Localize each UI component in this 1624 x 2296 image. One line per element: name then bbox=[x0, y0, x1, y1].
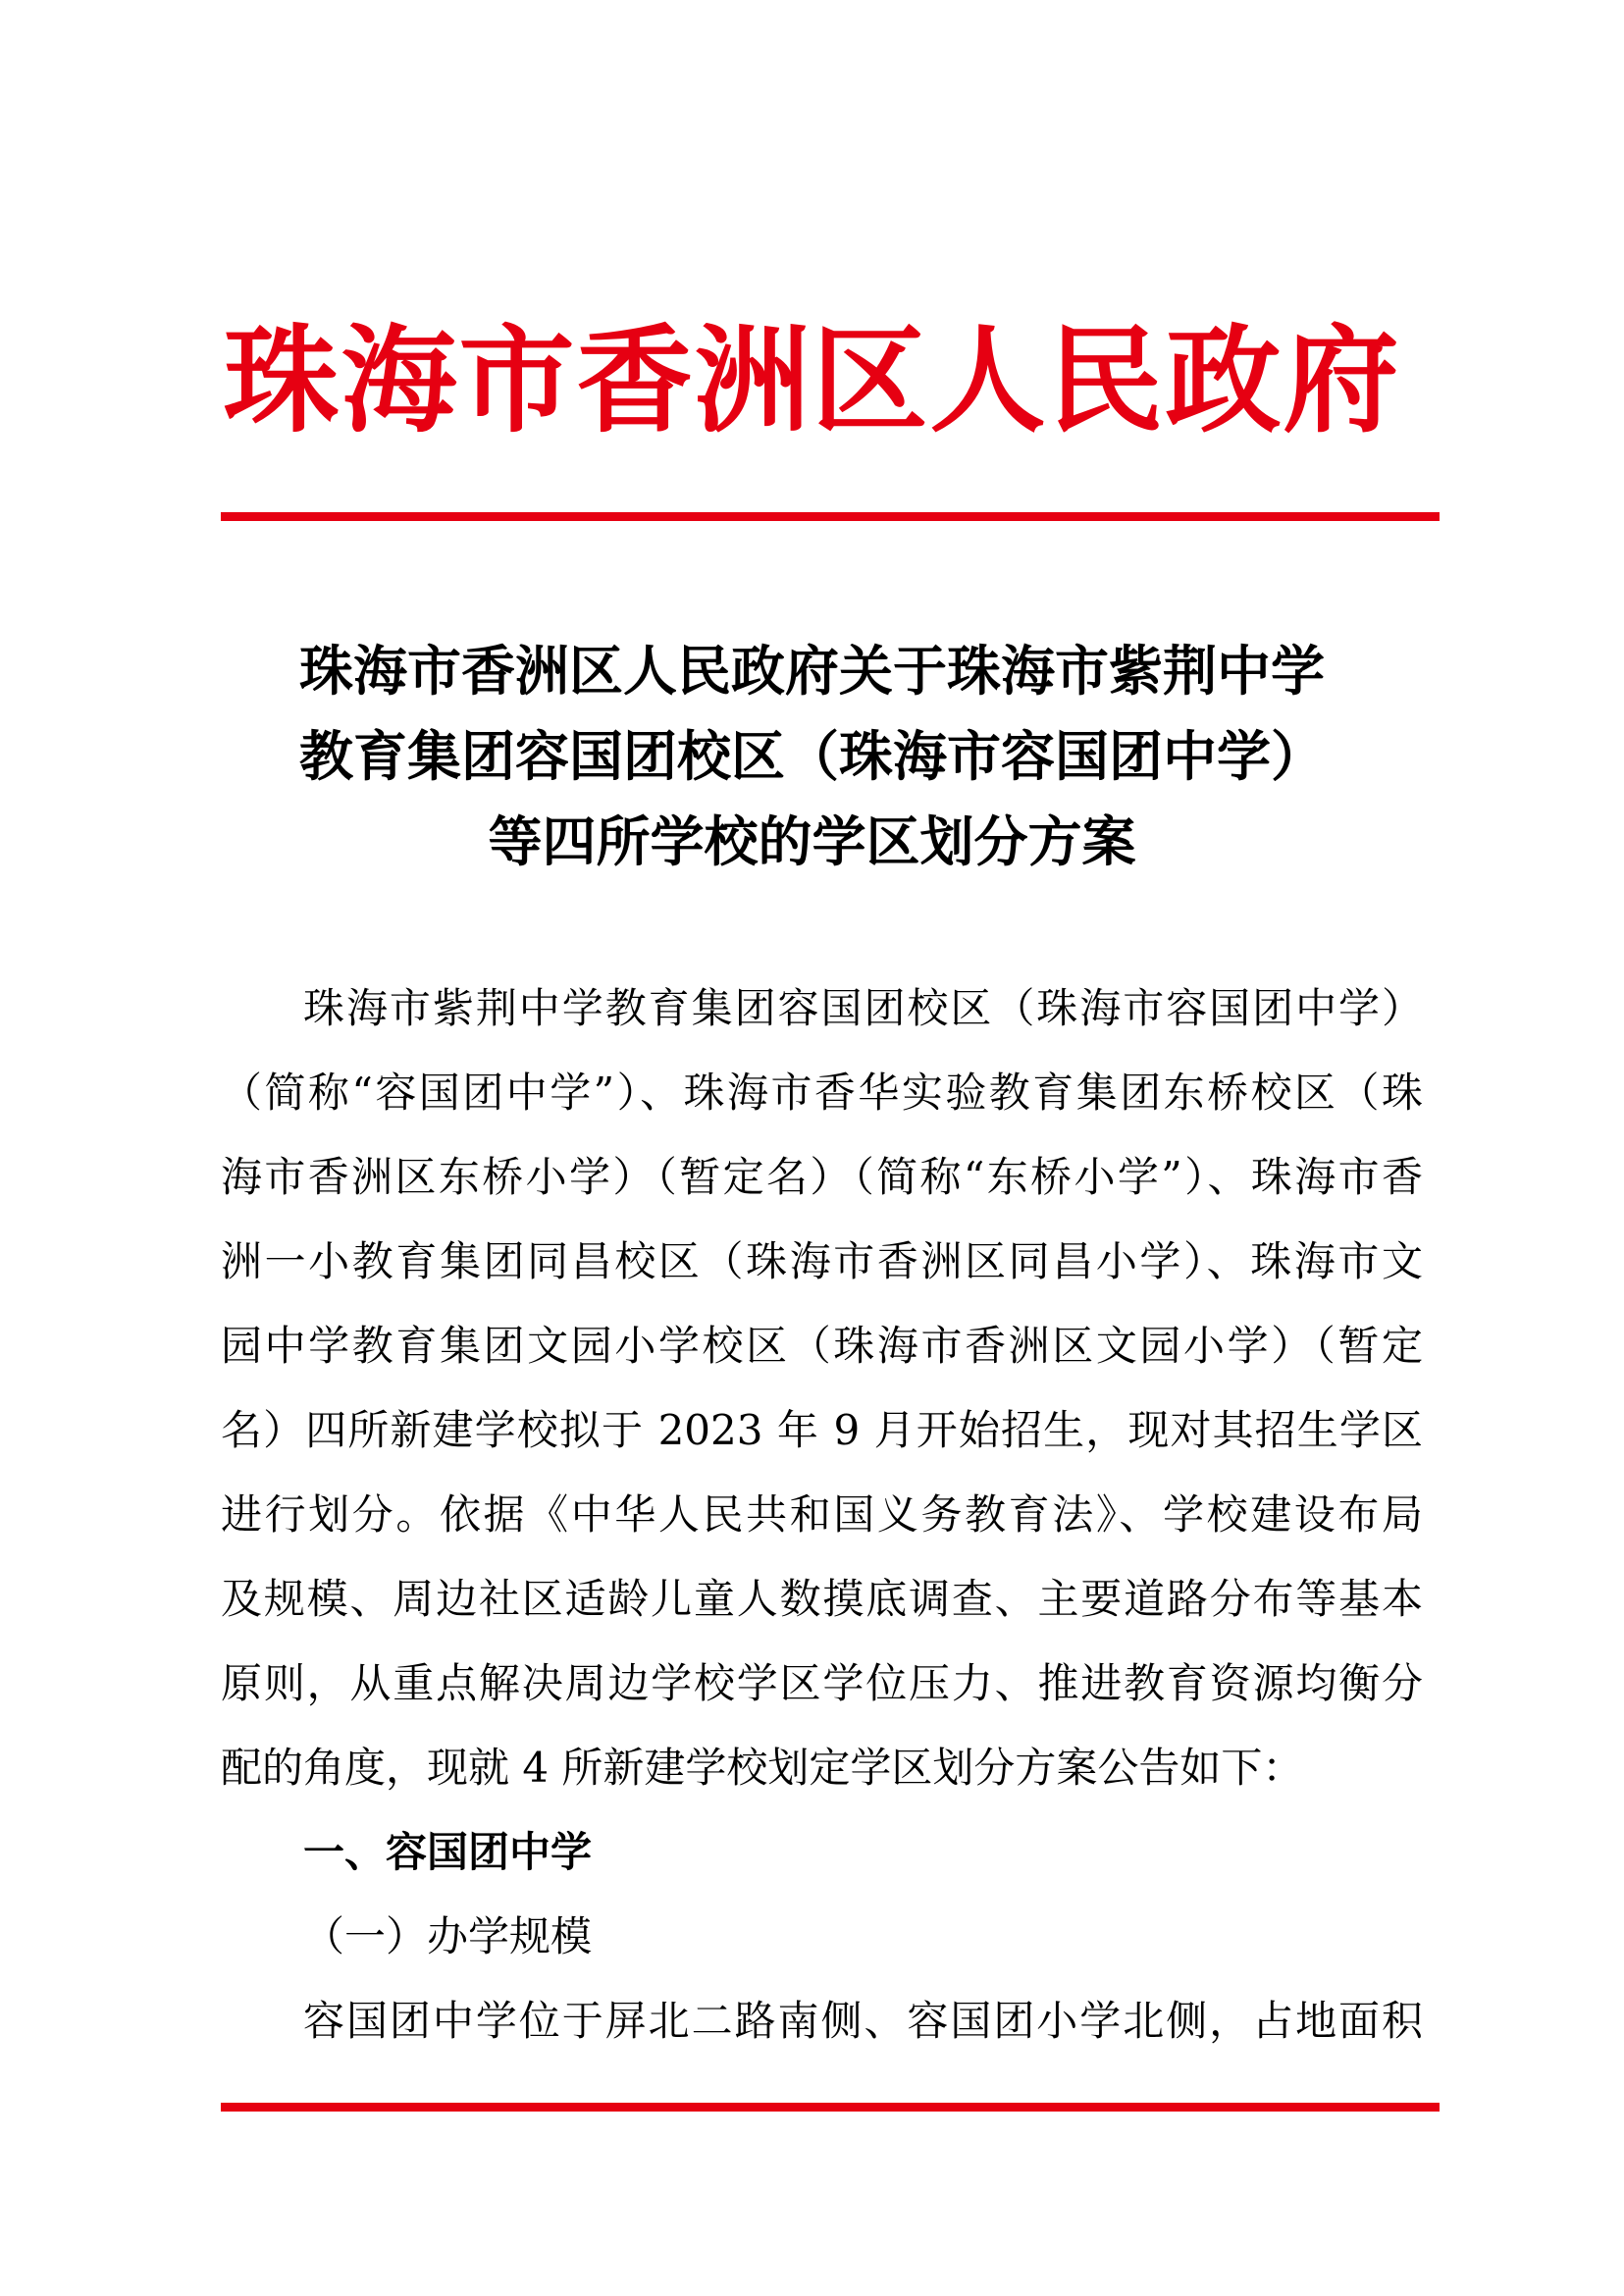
body-line: 配的角度，现就 4 所新建学校划定学区划分方案公告如下： bbox=[221, 1744, 1304, 1792]
body-line: 进行划分。依据《中华人民共和国义务教育法》、学校建设布局 bbox=[221, 1490, 1423, 1539]
document-body bbox=[221, 966, 1423, 2063]
document-title bbox=[196, 628, 1428, 884]
body-line: 原则，从重点解决周边学校学区学位压力、推进教育资源均衡分 bbox=[221, 1659, 1423, 1707]
body-line: 珠海市紫荆中学教育集团容国团校区（珠海市容国团中学） bbox=[303, 984, 1423, 1032]
red-divider-top bbox=[221, 512, 1440, 521]
body-line: 名）四所新建学校拟于 2023 年 9 月开始招生，现对其招生学区 bbox=[221, 1406, 1423, 1454]
subsection-heading: （一）办学规模 bbox=[303, 1912, 593, 1960]
title-line: 教育集团容国团校区（珠海市容国团中学） bbox=[298, 724, 1325, 788]
body-line: 容国团中学位于屏北二路南侧、容国团小学北侧，占地面积 bbox=[303, 1997, 1423, 2045]
issuer-header: 珠海市香洲区人民政府 bbox=[223, 312, 1401, 448]
body-line: 园中学教育集团文园小学校区（珠海市香洲区文园小学）（暂定 bbox=[221, 1322, 1423, 1370]
body-line: 海市香洲区东桥小学）（暂定名）（简称“东桥小学”）、珠海市香 bbox=[221, 1153, 1423, 1201]
body-line: 及规模、周边社区适龄儿童人数摸底调查、主要道路分布等基本 bbox=[221, 1575, 1423, 1623]
section-heading: 一、容国团中学 bbox=[303, 1828, 593, 1876]
body-line: （简称“容国团中学”）、珠海市香华实验教育集团东桥校区（珠 bbox=[221, 1069, 1423, 1117]
title-line: 珠海市香洲区人民政府关于珠海市紫荆中学 bbox=[298, 639, 1325, 703]
red-divider-bottom bbox=[221, 2103, 1440, 2112]
body-line: 洲一小教育集团同昌校区（珠海市香洲区同昌小学）、珠海市文 bbox=[221, 1237, 1423, 1285]
title-line: 等四所学校的学区划分方案 bbox=[488, 809, 1136, 873]
